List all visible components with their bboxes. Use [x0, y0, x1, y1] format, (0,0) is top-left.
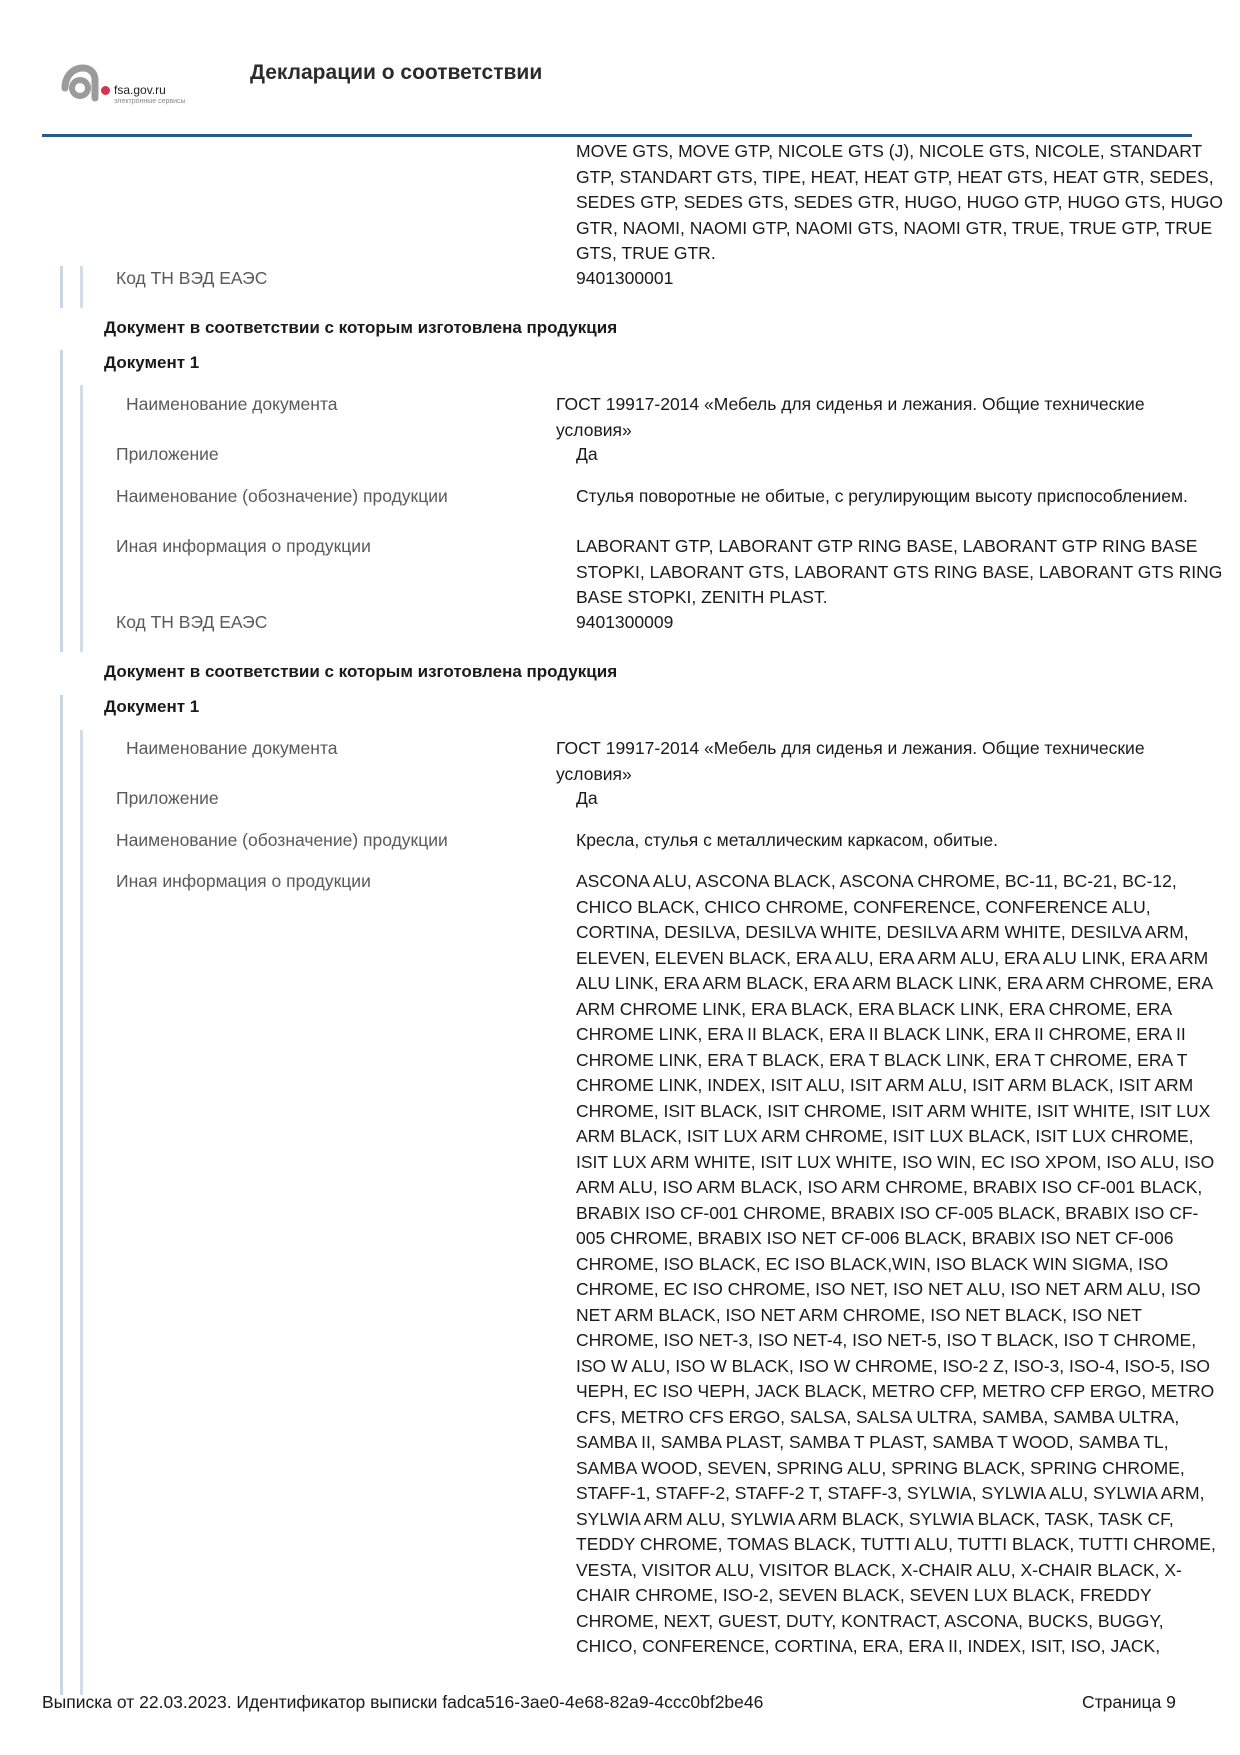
document-name-value: ГОСТ 19917-2014 «Мебель для сиденья и лежания. Общие технические условия» [556, 738, 1145, 784]
indent-bar [60, 695, 63, 1695]
document-name-label: Наименование документа [126, 394, 338, 414]
code-value: 9401300009 [576, 612, 674, 632]
other-info-value: ASCONA ALU, ASCONA BLACK, ASCONA CHROME, BC-11, BC-21, BC-12, CHICO BLACK, CHICO CHROME, CONFERENCE, CONFERENCE ALU, CORTINA, DESILVA, DESILVA WHITE, DESILVA ARM WHITE, DESILVA ARM, ELEVEN, ELEVEN BLACK, ERA ALU, ERA ARM ALU, ERA ALU LINK, ERA ARM ALU LINK, ERA ARM BLACK, ERA ARM BLACK LINK, ERA ARM CHROME, ERA ARM CHROME LINK, ERA BLACK, ERA BLACK LINK, ERA CHROME, ERA CHROME LINK, ERA II BLACK, ERA II BLACK LINK, ERA II CHROME, ERA II CHROME LINK, ERA T BLACK, ERA T BLACK LINK, ERA T CHROME, ERA T CHROME LINK, INDEX, ISIT ALU, ISIT ARM ALU, ISIT ARM BLACK, ISIT ARM CHROME, ISIT BLACK, ISIT CHROME, ISIT ARM WHITE, ISIT WHITE, ISIT LUX ARM BLACK, ISIT LUX ARM CHROME, ISIT LUX BLACK, ISIT LUX CHROME, ISIT LUX ARM WHITE, ISIT LUX WHITE, ISO WIN, EC ISO XPOM, ISO ALU, ISO ARM ALU, ISO ARM BLACK, ISO ARM CHROME, BRABIX ISO CF-001 BLACK, BRABIX ISO CF-001 CHROME, BRABIX ISO CF-005 BLACK, BRABIX ISO CF-005 CHROME, BRABIX ISO NET CF-006 BLACK, BRABIX ISO NET CF-006 CHROME, ISO BLACK, EC ISO BLACK,WIN, ISO BLACK WIN SIGMA, ISO CHROME, EC ISO CHROME, ISO NET, ISO NET ALU, ISO NET ARM ALU, ISO NET ARM BLACK, ISO NET ARM CHROME, ISO NET BLACK, ISO NET CHROME, ISO NET-3, ISO NET-4, ISO NET-5, ISO T BLACK, ISO T CHROME, ISO W ALU, ISO W BLACK, ISO W CHROME, ISO-2 Z, ISO-3, ISO-4, ISO-5, ISO ЧЕРН, EC ISO ЧЕРН, JACK BLACK, METRO CFP, METRO CFP ERGO, METRO CFS, METRO CFS ERGO, SALSA, SALSA ULTRA, SAMBA, SAMBA ULTRA, SAMBA II, SAMBA PLAST, SAMBA T PLAST, SAMBA T WOOD, SAMBA TL, SAMBA WOOD, SEVEN, SPRING ALU, SPRING BLACK, SPRING CHROME, STAFF-1, STAFF-2, STAFF-2 T, STAFF-3, SYLWIA, SYLWIA ALU, SYLWIA ARM, SYLWIA ARM ALU, SYLWIA ARM BLACK, SYLWIA BLACK, TASK, TASK CF, TEDDY CHROME, TOMAS BLACK, TUTTI ALU, TUTTI BLACK, TUTTI CHROME, VESTA, VISITOR ALU, VISITOR BLACK, X-CHAIR ALU, X-CHAIR BLACK, X-CHAIR CHROME, ISO-2, SEVEN BLACK, SEVEN LUX BLACK, FREDDY CHROME, NEXT, GUEST, DUTY, KONTRACT, ASCONA, BUCKS, BUGGY, CHICO, CONFERENCE, CORTINA, ERA, ERA II, INDEX, ISIT, ISO, JACK, [576, 871, 1216, 1656]
page-title: Декларации о соответствии [250, 61, 543, 84]
other-info-label: Иная информация о продукции [116, 536, 371, 556]
appendix-label: Приложение [116, 788, 219, 808]
extract-footer: Выписка от 22.03.2023. Идентификатор выписки fadca516-3ae0-4e68-82a9-4ccc0bf2be46 [42, 1692, 764, 1712]
document-name-label: Наименование документа [126, 738, 338, 758]
logo-dot-icon [101, 86, 110, 95]
product-name-label: Наименование (обозначение) продукции [116, 830, 448, 850]
section-heading: Документ в соответствии с которым изготовлена продукция [104, 318, 618, 337]
product-name-label: Наименование (обозначение) продукции [116, 486, 448, 506]
fsa-logo [57, 58, 207, 108]
fsa-logo-icon [57, 58, 101, 102]
indent-bar [80, 266, 83, 308]
code-label: Код ТН ВЭД ЕАЭС [116, 268, 268, 288]
document-title: Документ 1 [104, 697, 200, 716]
section-heading: Документ в соответствии с которым изготовлена продукция [104, 662, 618, 681]
code-label: Код ТН ВЭД ЕАЭС [116, 612, 268, 632]
indent-bar [80, 730, 83, 1695]
code-value: 9401300001 [576, 268, 674, 288]
appendix-value: Да [576, 444, 598, 464]
document-title: Документ 1 [104, 353, 200, 372]
other-info-value: LABORANT GTP, LABORANT GTP RING BASE, LABORANT GTP RING BASE STOPKI, LABORANT GTS, LABORANT GTS RING BASE, LABORANT GTS RING BASE STOPKI, ZENITH PLAST. [576, 536, 1223, 607]
header-divider [42, 134, 1192, 137]
product-name-value: Стулья поворотные не обитые, с регулирующим высоту приспособлением. [576, 486, 1188, 506]
document-name-value: ГОСТ 19917-2014 «Мебель для сиденья и лежания. Общие технические условия» [556, 394, 1145, 440]
other-info-label: Иная информация о продукции [116, 871, 371, 891]
indent-bar [60, 266, 63, 308]
appendix-label: Приложение [116, 444, 219, 464]
logo-site-text[interactable]: fsa.gov.ru [114, 83, 166, 97]
appendix-value: Да [576, 788, 598, 808]
product-name-value: Кресла, стулья с металлическим каркасом, обитые. [576, 830, 998, 850]
other-info-continued-value: MOVE GTS, MOVE GTP, NICOLE GTS (J), NICOLE GTS, NICOLE, STANDART GTP, STANDART GTS, TIPE, HEAT, HEAT GTP, HEAT GTS, HEAT GTR, SEDES, SEDES GTP, SEDES GTS, SEDES GTR, HUGO, HUGO GTP, HUGO GTS, HUGO GTR, NAOMI, NAOMI GTP, NAOMI GTS, NAOMI GTR, TRUE, TRUE GTP, TRUE GTS, TRUE GTR. [576, 141, 1223, 263]
logo-subtitle: электронные сервисы [114, 98, 186, 105]
page-number: Страница 9 [1082, 1692, 1176, 1712]
indent-bar [80, 385, 83, 652]
indent-bar [60, 350, 63, 652]
